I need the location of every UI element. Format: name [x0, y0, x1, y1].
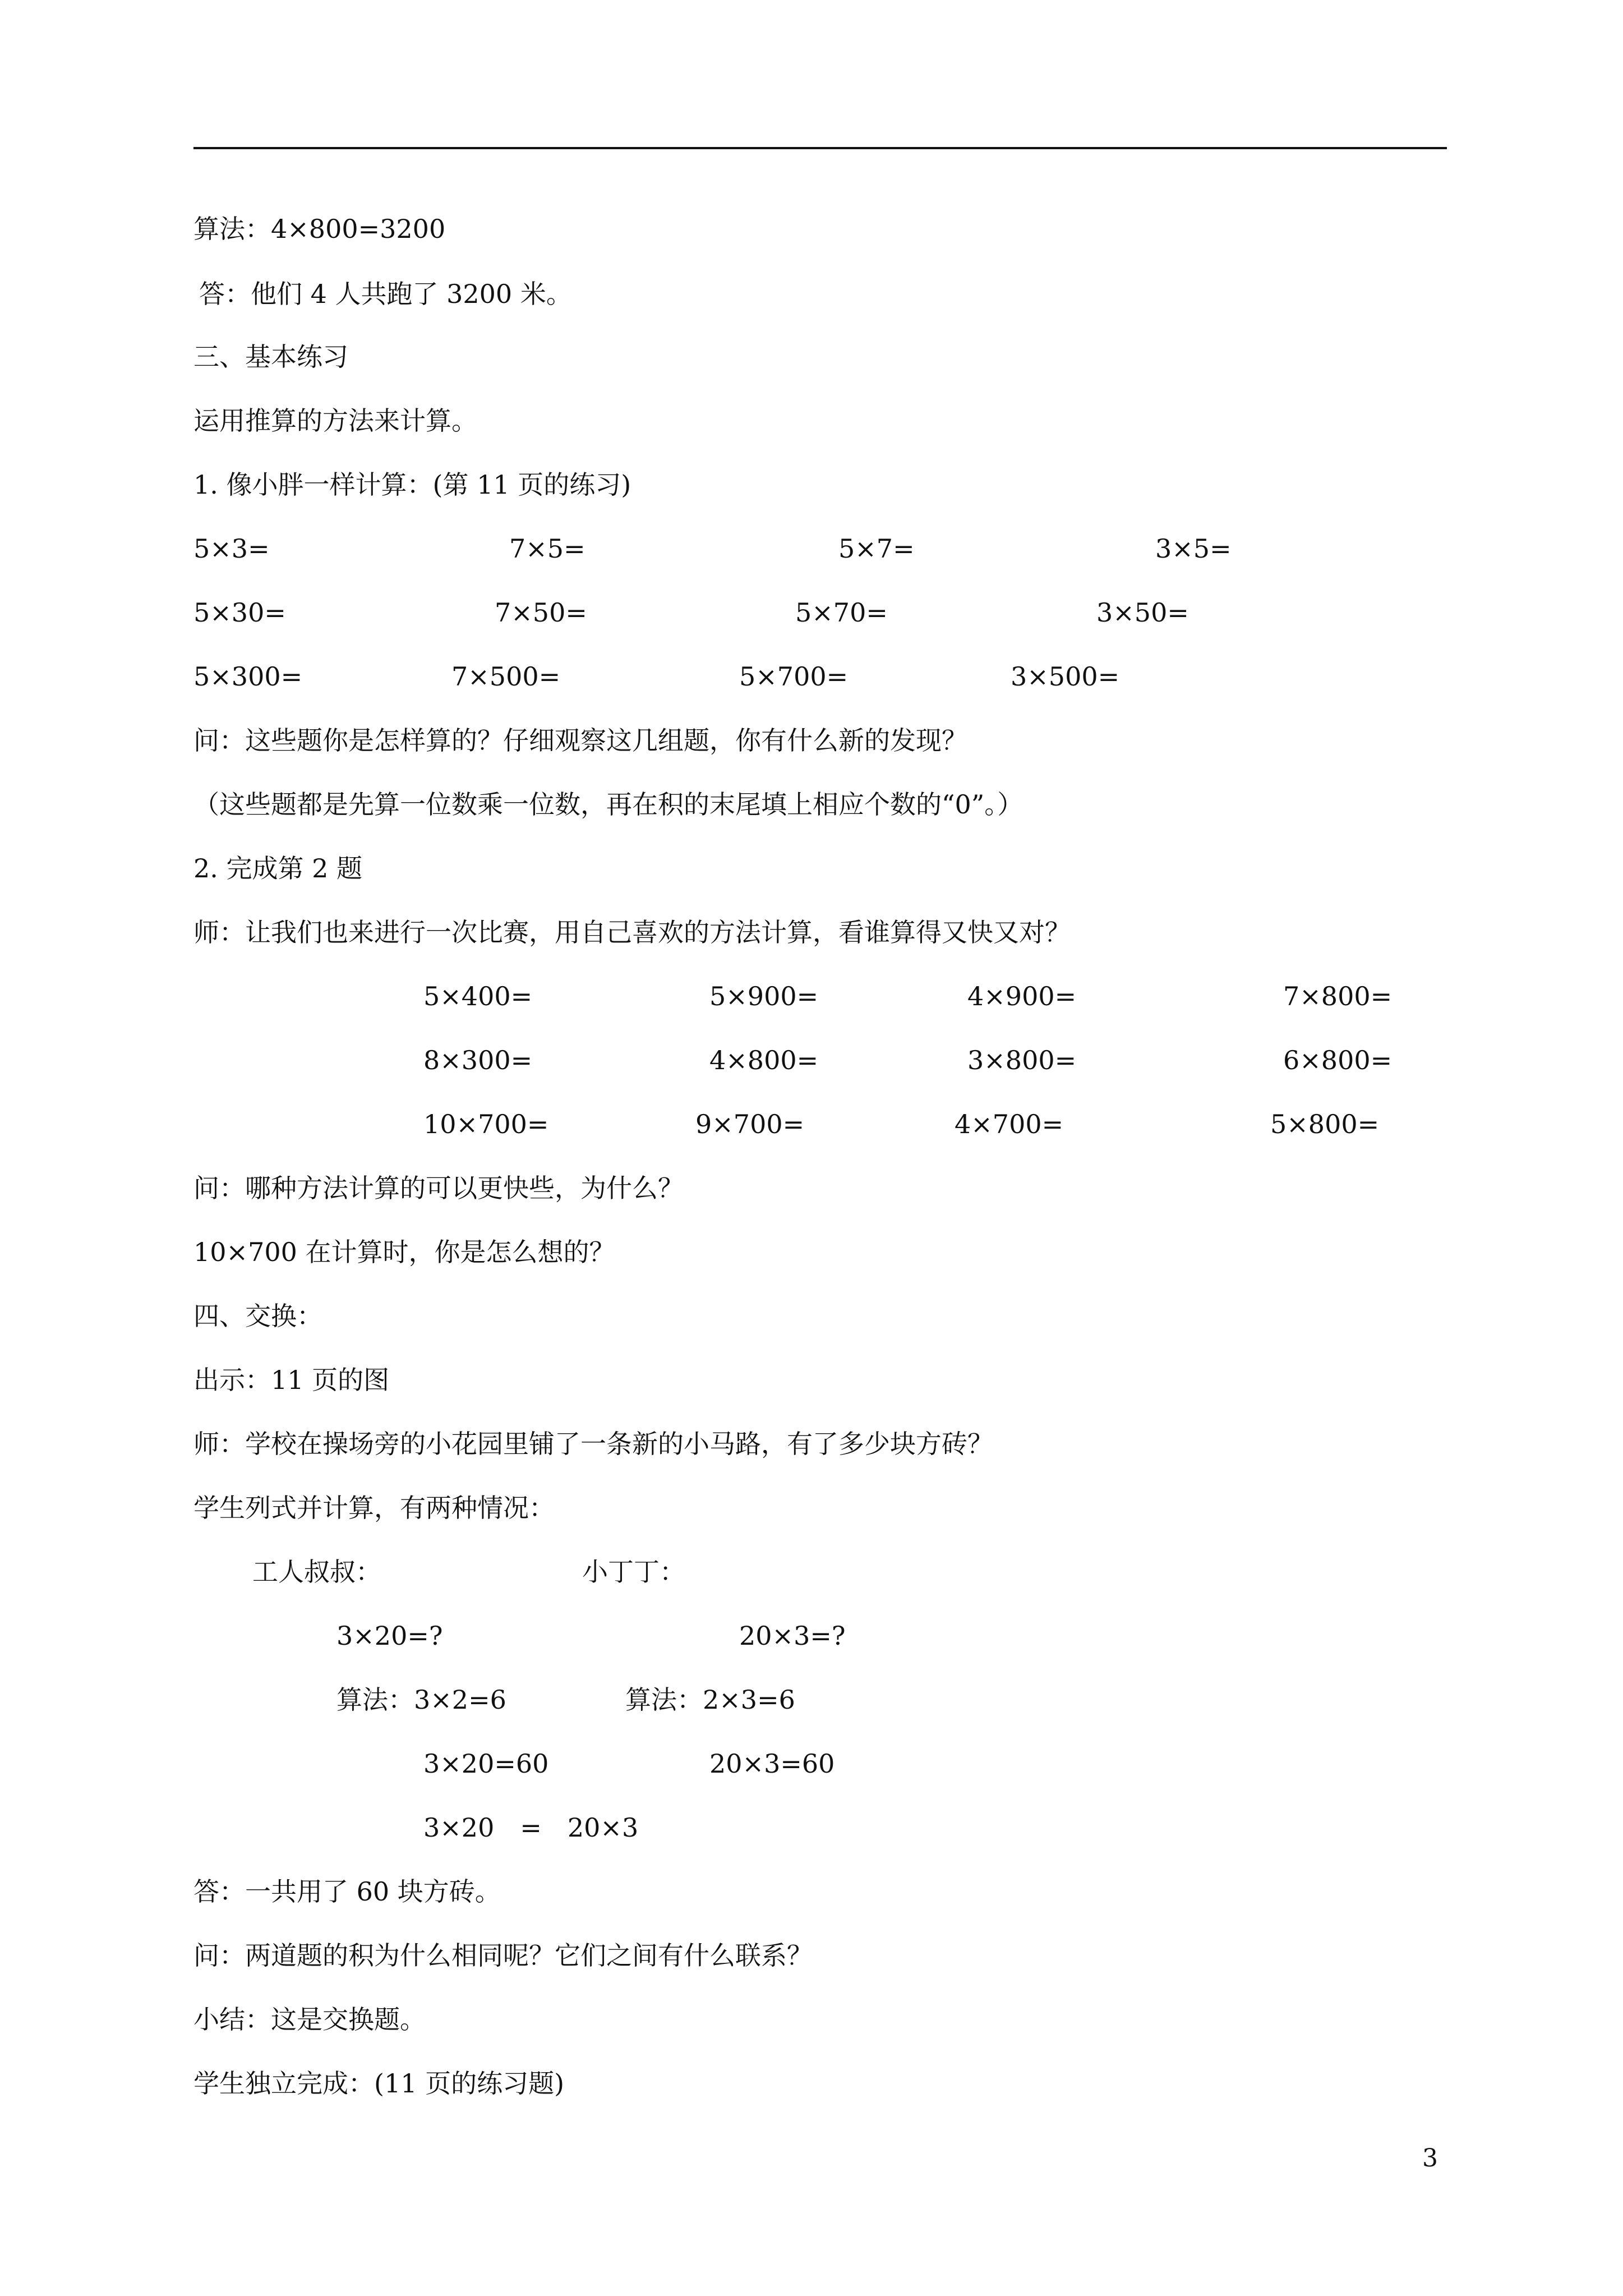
text-line: 答：他们 4 人共跑了 3200 米。 — [199, 279, 572, 309]
exercise-item: 3×500= — [1011, 661, 1120, 692]
exercise-item: 10×700= — [423, 1109, 549, 1139]
student-label: 小丁丁： — [582, 1557, 685, 1587]
exercise-item: 4×900= — [967, 981, 1077, 1011]
text-line: 2. 完成第 2 题 — [193, 853, 363, 884]
text-line: 算法：4×800=3200 — [193, 214, 446, 244]
text-line: 10×700 在计算时，你是怎么想的？ — [193, 1237, 615, 1267]
text-line: 师：学校在操场旁的小花园里铺了一条新的小马路，有了多少块方砖？ — [193, 1429, 993, 1459]
exercise-item: 5×7= — [838, 533, 915, 564]
exercise-item: 8×300= — [423, 1045, 533, 1075]
exercise-item: 4×800= — [709, 1045, 819, 1075]
exercise-item: 5×3= — [193, 533, 270, 564]
exercise-item: 5×300= — [193, 661, 303, 692]
exercise-item: 5×30= — [193, 597, 286, 628]
exercise-item: 5×900= — [709, 981, 819, 1011]
section-heading: 四、交换： — [193, 1301, 322, 1331]
exercise-item: 5×800= — [1270, 1109, 1380, 1139]
text-line: 师：让我们也来进行一次比赛，用自己喜欢的方法计算，看谁算得又快又对？ — [193, 917, 1071, 947]
text-line: 问：哪种方法计算的可以更快些，为什么？ — [193, 1173, 684, 1203]
work-line: 20×3=60 — [709, 1749, 835, 1779]
exercise-item: 9×700= — [695, 1109, 805, 1139]
exercise-item: 3×800= — [967, 1045, 1077, 1075]
exercise-item: 7×50= — [495, 597, 587, 628]
text-line: 小结：这是交换题。 — [193, 2004, 426, 2035]
exercise-item: 4×700= — [955, 1109, 1064, 1139]
exercise-item: 7×5= — [509, 533, 585, 564]
work-line: 算法：2×3=6 — [625, 1685, 795, 1715]
exercise-item: 5×400= — [423, 981, 533, 1011]
text-line: 学生列式并计算，有两种情况： — [193, 1493, 555, 1523]
text-line: 问：这些题你是怎样算的？仔细观察这几组题，你有什么新的发现？ — [193, 725, 967, 756]
work-line: 3×20 = 20×3 — [423, 1812, 639, 1843]
text-line: （这些题都是先算一位数乘一位数，再在积的末尾填上相应个数的“0”。） — [193, 789, 1023, 820]
text-line: 出示：11 页的图 — [193, 1365, 390, 1395]
exercise-item: 7×500= — [451, 661, 561, 692]
exercise-item: 3×50= — [1096, 597, 1189, 628]
section-heading: 三、基本练习 — [193, 342, 348, 372]
exercise-item: 7×800= — [1283, 981, 1393, 1011]
text-line: 答：一共用了 60 块方砖。 — [193, 1876, 501, 1907]
exercise-item: 3×5= — [1155, 533, 1232, 564]
text-line: 1. 像小胖一样计算：(第 11 页的练习) — [193, 470, 631, 500]
work-line: 3×20=? — [336, 1621, 443, 1651]
work-line: 3×20=60 — [423, 1749, 549, 1779]
worker-label: 工人叔叔： — [252, 1557, 381, 1587]
text-line: 问：两道题的积为什么相同呢？它们之间有什么联系？ — [193, 1940, 813, 1971]
page-number: 3 — [1422, 2144, 1438, 2173]
exercise-item: 5×700= — [739, 661, 849, 692]
work-line: 算法：3×2=6 — [336, 1685, 506, 1715]
header-rule — [193, 147, 1447, 149]
text-line: 运用推算的方法来计算。 — [193, 406, 477, 436]
exercise-item: 5×70= — [795, 597, 888, 628]
work-line: 20×3=? — [739, 1621, 846, 1651]
exercise-item: 6×800= — [1283, 1045, 1393, 1075]
text-line: 学生独立完成：(11 页的练习题) — [193, 2068, 565, 2099]
